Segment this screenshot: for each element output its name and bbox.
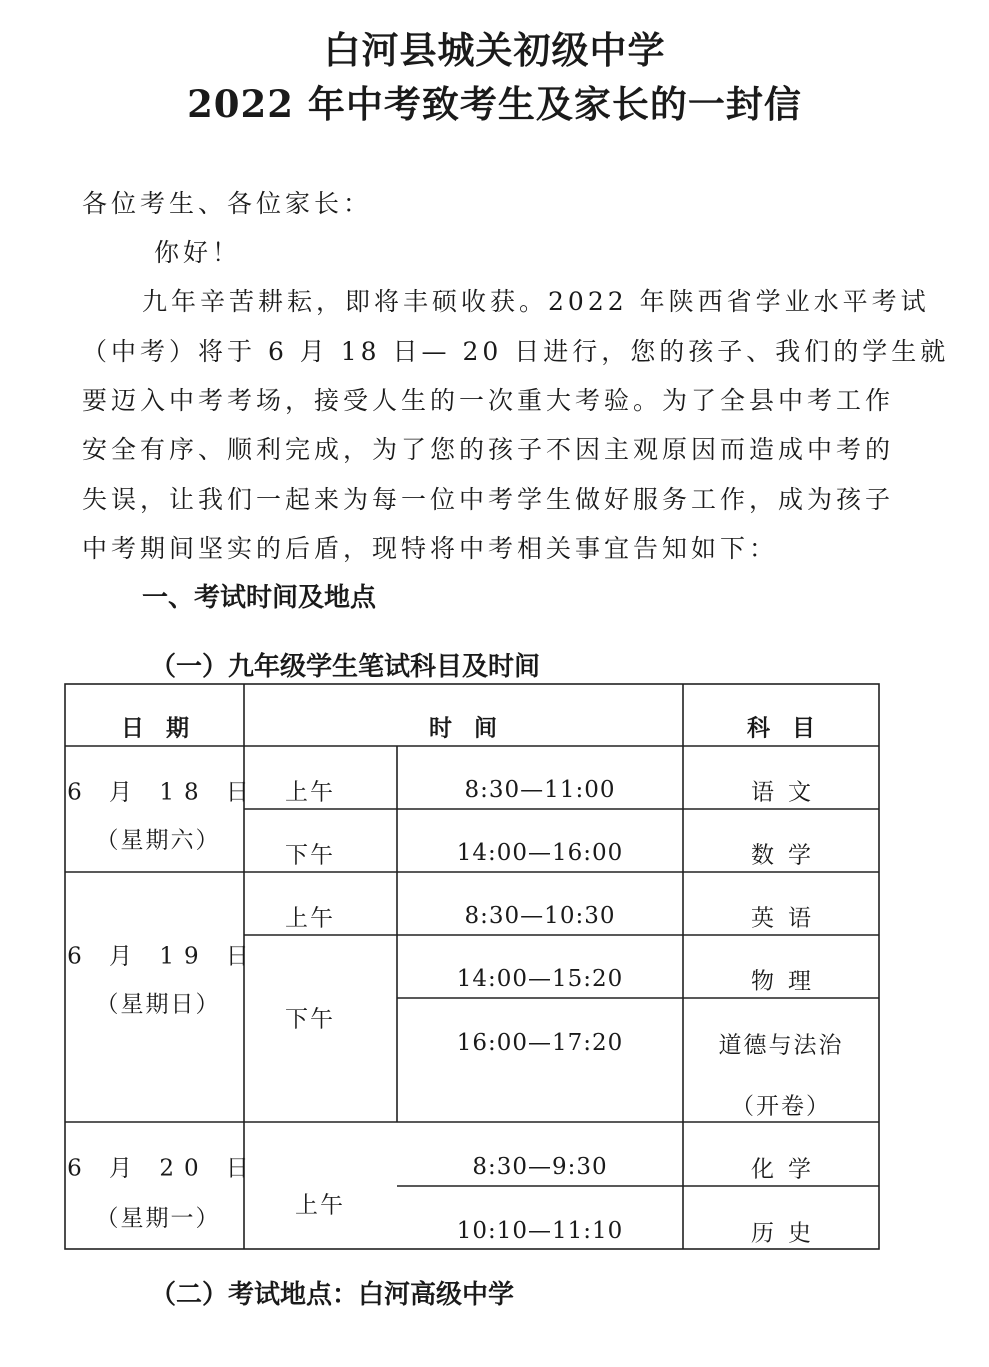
period-cell: 上午 bbox=[285, 905, 335, 932]
period-cell: 下午 bbox=[285, 842, 335, 869]
period-cell: 下午 bbox=[285, 1006, 335, 1033]
subject-note: （开卷） bbox=[731, 1093, 831, 1120]
period-cell: 上午 bbox=[295, 1192, 345, 1219]
body-line-5: 失误，让我们一起来为每一位中考学生做好服务工作，成为孩子 bbox=[82, 485, 895, 514]
time-cell: 14:00—15:20 bbox=[456, 966, 624, 992]
header-subject: 科目 bbox=[747, 715, 837, 742]
body-line-6: 中考期间坚实的后盾，现特将中考相关事宜告知如下： bbox=[82, 534, 779, 563]
date-day: 6 月 20 日 bbox=[67, 1155, 259, 1182]
date-weekday: （星期六） bbox=[95, 827, 221, 854]
time-cell: 10:10—11:10 bbox=[456, 1218, 624, 1244]
greeting: 你好！ bbox=[154, 238, 242, 267]
date-day: 6 月 18 日 bbox=[67, 779, 259, 806]
period-cell: 上午 bbox=[285, 779, 335, 806]
date-day: 6 月 19 日 bbox=[67, 943, 259, 970]
title-line-2: 2022 年中考致考生及家长的一封信 bbox=[187, 82, 802, 126]
time-cell: 14:00—16:00 bbox=[456, 840, 624, 866]
body-line-3: 要迈入中考考场，接受人生的一次重大考验。为了全县中考工作 bbox=[82, 386, 895, 415]
subject-cell: 英语 bbox=[751, 905, 825, 932]
header-date: 日期 bbox=[121, 715, 211, 742]
subject-cell: 化学 bbox=[751, 1156, 825, 1183]
section-heading-1: 一、考试时间及地点 bbox=[142, 583, 377, 613]
subsection-heading-2: （二）考试地点：白河高级中学 bbox=[150, 1280, 515, 1310]
salutation: 各位考生、各位家长： bbox=[82, 189, 373, 218]
time-cell: 8:30—10:30 bbox=[464, 903, 616, 929]
subject-cell: 数学 bbox=[751, 842, 825, 869]
date-weekday: （星期一） bbox=[95, 1205, 221, 1232]
time-cell: 8:30—11:00 bbox=[464, 777, 616, 803]
date-weekday: （星期日） bbox=[95, 991, 221, 1018]
time-cell: 16:00—17:20 bbox=[456, 1030, 624, 1056]
subject-cell: 道德与法治 bbox=[718, 1032, 844, 1059]
title-line-1: 白河县城关初级中学 bbox=[323, 28, 666, 72]
body-line-1: 九年辛苦耕耘，即将丰硕收获。2022 年陕西省学业水平考试 bbox=[142, 287, 930, 316]
time-cell: 8:30—9:30 bbox=[472, 1154, 608, 1180]
subject-cell: 物理 bbox=[751, 968, 825, 995]
header-time: 时间 bbox=[429, 715, 519, 742]
body-line-2: （中考）将于 6 月 18 日— 20 日进行，您的孩子、我们的学生就 bbox=[82, 337, 950, 366]
subsection-heading-1: （一）九年级学生笔试科目及时间 bbox=[150, 652, 541, 682]
subject-cell: 历史 bbox=[751, 1220, 825, 1247]
body-line-4: 安全有序、顺利完成，为了您的孩子不因主观原因而造成中考的 bbox=[82, 435, 895, 464]
subject-cell: 语文 bbox=[751, 779, 825, 806]
